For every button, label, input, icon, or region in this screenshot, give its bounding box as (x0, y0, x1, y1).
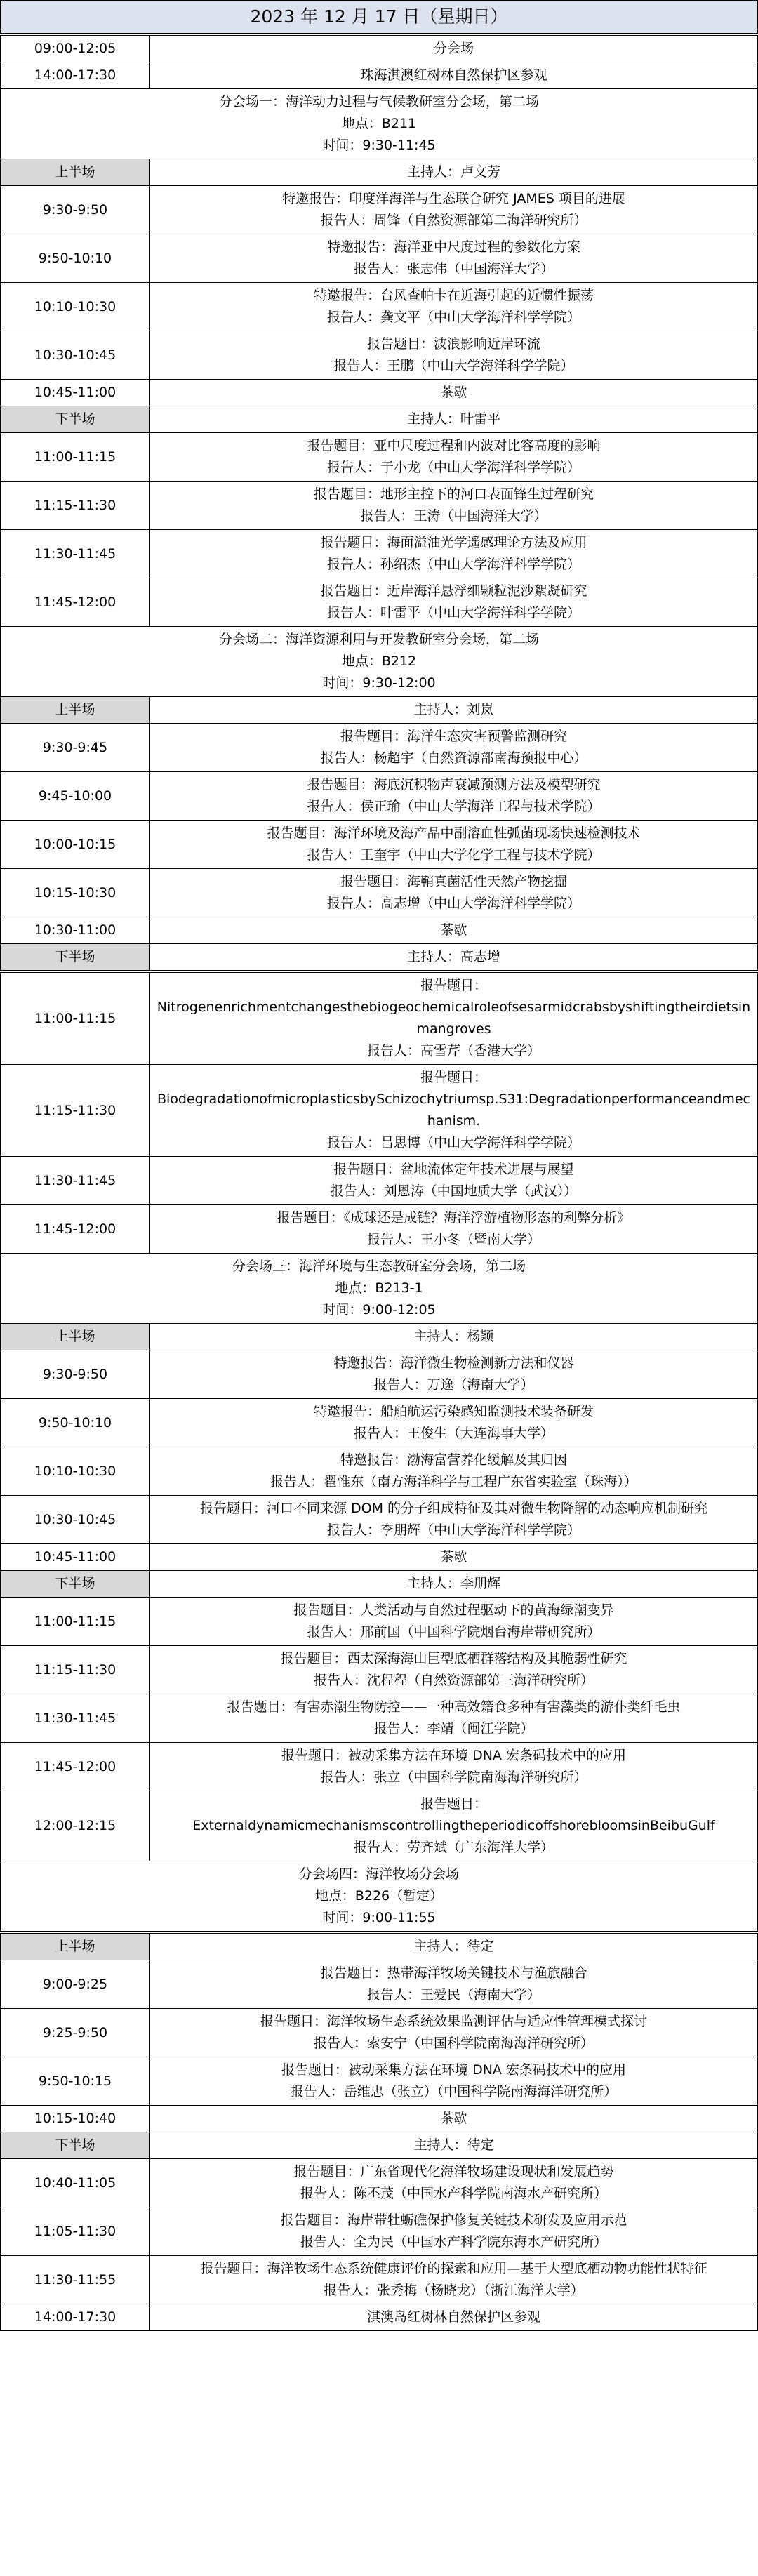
talk-cell (150, 772, 758, 821)
cell-line: 主持人：李朋辉 (406, 1576, 500, 1591)
time-cell: 10:45-11:00 (1, 380, 150, 406)
half-label: 上半场 (1, 159, 150, 186)
talk-cell (150, 530, 758, 578)
time-cell: 10:15-10:30 (1, 869, 150, 917)
half-label: 上半场 (1, 1324, 150, 1350)
cell-line: 报告人：王小冬（暨南大学） (366, 1232, 540, 1247)
time-cell: 11:15-11:30 (1, 1646, 150, 1694)
cell-line: 报告题目： (420, 1796, 487, 1812)
cell-line: 报告题目：海底沉积物声衰减预测方法及模型研究 (307, 777, 601, 792)
cell-line: 报告人：王奎宇（中山大学化学工程与技术学院） (307, 847, 601, 863)
section-row (1, 1861, 758, 1932)
talk-row (1, 1447, 758, 1496)
talk-row (1, 2159, 758, 2207)
event-cell (150, 62, 758, 89)
talk-row (1, 578, 758, 627)
cell-line: 时间：9:30-12:00 (322, 675, 436, 691)
talk-cell (150, 1743, 758, 1791)
time-cell: 11:30-11:55 (1, 2256, 150, 2304)
talk-cell (150, 1960, 758, 2009)
talk-row (1, 1496, 758, 1544)
talk-row (1, 821, 758, 869)
cell-line: 报告人：劳齐斌（广东海洋大学） (353, 1840, 554, 1855)
time-cell: 14:00-17:30 (1, 2304, 150, 2331)
time-cell: 9:50-10:10 (1, 234, 150, 283)
time-cell: 11:00-11:15 (1, 973, 150, 1065)
cell-line: 报告题目：地形主控下的河口表面锋生过程研究 (313, 486, 594, 502)
cell-line: 报告人：邢前国（中国科学院烟台海岸带研究所） (307, 1624, 601, 1640)
section-row (1, 1254, 758, 1324)
talk-row (1, 2057, 758, 2106)
cell-line: 报告题目： (420, 1070, 487, 1085)
talk-cell (150, 2207, 758, 2256)
half-row (1, 697, 758, 724)
cell-line: 报告人：全为民（中国水产科学院东海水产研究所） (300, 2234, 607, 2250)
cell-line: 分会场一：海洋动力过程与气候教研室分会场，第二场 (218, 94, 539, 109)
time-cell: 14:00-17:30 (1, 62, 150, 89)
section-header (1, 627, 758, 697)
talk-row (1, 234, 758, 283)
time-cell: 9:30-9:45 (1, 724, 150, 772)
cell-line: 报告题目：广东省现代化海洋牧场建设现状和发展趋势 (293, 2164, 614, 2179)
time-cell: 9:30-9:50 (1, 186, 150, 234)
cell-line: BiodegradationofmicroplasticsbySchizochytriumsp.S31:Degradationperformanceandmechanism. (157, 1091, 751, 1129)
cell-line: 特邀报告：海洋亚中尺度过程的参数化方案 (326, 239, 580, 255)
cell-line: 主持人：刘岚 (413, 702, 494, 717)
talk-cell (150, 1065, 758, 1157)
half-row (1, 2132, 758, 2159)
talk-row (1, 2009, 758, 2057)
section-row (1, 627, 758, 697)
cell-line: 报告人：李靖（闽江学院） (373, 1721, 534, 1737)
time-cell: 9:00-9:25 (1, 1960, 150, 2009)
time-cell: 10:30-10:45 (1, 331, 150, 380)
cell-line: 淇澳岛红树林自然保护区参观 (366, 2309, 540, 2325)
cell-line: 时间：9:30-11:45 (322, 138, 436, 153)
talk-cell (150, 1646, 758, 1694)
cell-line: 主持人：卢文芳 (406, 164, 500, 180)
cell-line: 报告题目：被动采集方法在环境 DNA 宏条码技术中的应用 (281, 2062, 626, 2078)
cell-line: 报告人：张立（中国科学院南海海洋研究所） (320, 1770, 587, 1785)
cell-line: 报告题目：海鞘真菌活性天然产物挖掘 (340, 874, 567, 889)
cell-line: 报告题目：海岸带牡蛎礁保护修复关键技术研发及应用示范 (280, 2212, 627, 2228)
time-cell: 11:30-11:45 (1, 1694, 150, 1743)
talk-cell (150, 1157, 758, 1205)
schedule-table (0, 972, 758, 1932)
cell-line: 报告题目：西太深海海山巨型底栖群落结构及其脆弱性研究 (280, 1651, 627, 1666)
time-cell: 11:45-12:00 (1, 578, 150, 627)
cell-line: 报告人：刘恩涛（中国地质大学（武汉）） (330, 1183, 578, 1199)
cell-line: ExternaldynamicmechanismscontrollingtheperiodicoffshorebloomsinBeibuGulf (192, 1818, 715, 1833)
half-row (1, 1571, 758, 1598)
talk-cell (150, 1350, 758, 1399)
talk-cell (150, 1205, 758, 1254)
cell-line: 报告题目：被动采集方法在环境 DNA 宏条码技术中的应用 (281, 1748, 626, 1763)
cell-line: 报告人：王爱民（海南大学） (366, 1987, 540, 2003)
half-label: 下半场 (1, 944, 150, 971)
talk-row (1, 186, 758, 234)
time-cell: 09:00-12:05 (1, 36, 150, 62)
cell-line: 报告题目：人类活动与自然过程驱动下的黄海绿潮变异 (293, 1602, 614, 1618)
cell-line: 报告题目：亚中尺度过程和内波对比容高度的影响 (307, 438, 601, 453)
half-row (1, 159, 758, 186)
time-cell: 9:45-10:00 (1, 772, 150, 821)
talk-row (1, 2256, 758, 2304)
cell-line: 主持人：待定 (413, 2137, 494, 2153)
talk-cell (150, 821, 758, 869)
cell-line: 地点：B213-1 (335, 1280, 423, 1296)
cell-line: 分会场 (433, 41, 474, 56)
cell-line: 时间：9:00-12:05 (322, 1302, 436, 1317)
cell-line: 报告人：吕思博（中山大学海洋科学学院） (326, 1135, 580, 1150)
cell-line: 报告人：李朋辉（中山大学海洋科学学院） (326, 1522, 580, 1538)
cell-line: Nitrogenenrichmentchangesthebiogeochemicalroleofsesarmidcrabsbyshiftingtheirdietsinmangroves (157, 1000, 751, 1037)
talk-row (1, 1350, 758, 1399)
talk-row (1, 1157, 758, 1205)
cell-line: 报告人：翟惟东（南方海洋科学与工程广东省实验室（珠海）） (270, 1474, 637, 1489)
host-cell (150, 159, 758, 186)
host-cell (150, 697, 758, 724)
talk-cell (150, 1447, 758, 1496)
time-cell: 9:50-10:10 (1, 1399, 150, 1447)
cell-line: 特邀报告：海洋微生物检测新方法和仪器 (333, 1355, 574, 1371)
talk-row (1, 283, 758, 331)
talk-row (1, 1399, 758, 1447)
event-cell (150, 380, 758, 406)
half-row (1, 1934, 758, 1960)
talk-cell (150, 331, 758, 380)
half-row (1, 944, 758, 971)
talk-row (1, 772, 758, 821)
time-cell: 11:30-11:45 (1, 530, 150, 578)
cell-line: 珠海淇澳红树林自然保护区参观 (360, 67, 547, 83)
talk-row (1, 1694, 758, 1743)
half-label: 下半场 (1, 406, 150, 433)
talk-cell (150, 1496, 758, 1544)
host-cell (150, 406, 758, 433)
cell-line: 报告题目：海洋牧场生态系统效果监测评估与适应性管理模式探讨 (260, 2014, 647, 2029)
cell-line: 报告人：于小龙（中山大学海洋科学学院） (326, 460, 580, 475)
plain-row (1, 1544, 758, 1571)
talk-cell (150, 433, 758, 482)
talk-row (1, 433, 758, 482)
talk-row (1, 2207, 758, 2256)
cell-line: 报告题目：海洋环境及海产品中副溶血性弧菌现场快速检测技术 (267, 825, 641, 841)
time-cell: 10:40-11:05 (1, 2159, 150, 2207)
cell-line: 报告人：王鹏（中山大学海洋科学学院） (333, 358, 574, 373)
talk-row (1, 1646, 758, 1694)
date-header-row (1, 1, 758, 34)
plain-row (1, 2106, 758, 2132)
event-cell (150, 1544, 758, 1571)
cell-line: 地点：B211 (341, 116, 417, 131)
cell-line: 主持人：待定 (413, 1939, 494, 1954)
talk-cell (150, 283, 758, 331)
cell-line: 特邀报告：台风查帕卡在近海引起的近惯性振荡 (313, 288, 594, 303)
talk-row (1, 1205, 758, 1254)
cell-line: 分会场四：海洋牧场分会场 (298, 1866, 459, 1882)
half-row (1, 406, 758, 433)
cell-line: 报告人：陈丕茂（中国水产科学院南海水产研究所） (300, 2186, 607, 2201)
talk-row (1, 482, 758, 530)
cell-line: 报告人：万逸（海南大学） (373, 1377, 534, 1393)
time-cell: 9:30-9:50 (1, 1350, 150, 1399)
cell-line: 地点：B212 (341, 653, 417, 669)
cell-line: 报告人：岳维忠（张立）（中国科学院南海海洋研究所） (290, 2084, 618, 2099)
talk-row (1, 869, 758, 917)
date-header: 2023 年 12 月 17 日（星期日） (1, 1, 758, 34)
event-cell (150, 36, 758, 62)
cell-line: 报告人：张志伟（中国海洋大学） (353, 261, 554, 277)
cell-line: 报告人：沈程程（自然资源部第三海洋研究所） (313, 1673, 594, 1688)
date-header-table (0, 0, 758, 34)
talk-cell (150, 234, 758, 283)
cell-line: 主持人：叶雷平 (406, 411, 500, 427)
cell-line: 主持人：杨颖 (413, 1329, 494, 1344)
talk-row (1, 1960, 758, 2009)
talk-row (1, 1598, 758, 1646)
event-cell (150, 917, 758, 944)
time-cell: 10:10-10:30 (1, 1447, 150, 1496)
talk-cell (150, 1399, 758, 1447)
time-cell: 11:00-11:15 (1, 1598, 150, 1646)
time-cell: 10:15-10:40 (1, 2106, 150, 2132)
cell-line: 报告人：高雪芹（香港大学） (366, 1043, 540, 1058)
time-cell: 12:00-12:15 (1, 1791, 150, 1861)
cell-line: 分会场二：海洋资源利用与开发教研室分会场，第二场 (218, 632, 539, 647)
half-label: 上半场 (1, 697, 150, 724)
time-cell: 11:45-12:00 (1, 1205, 150, 1254)
cell-line: 报告人：索安宁（中国科学院南海海洋研究所） (313, 2036, 594, 2051)
half-row (1, 1324, 758, 1350)
talk-cell (150, 1598, 758, 1646)
time-cell: 11:15-11:30 (1, 1065, 150, 1157)
cell-line: 报告题目：海洋生态灾害预警监测研究 (340, 729, 567, 744)
cell-line: 报告人：周锋（自然资源部第二海洋研究所） (320, 213, 587, 228)
talk-row (1, 1743, 758, 1791)
cell-line: 报告题目：海面溢油光学遥感理论方法及应用 (320, 535, 587, 550)
talk-row (1, 1065, 758, 1157)
talk-cell (150, 1694, 758, 1743)
cell-line: 报告题目：海洋牧场生态系统健康评价的探索和应用—基于大型底栖动物功能性状特征 (200, 2261, 707, 2276)
cell-line: 特邀报告：渤海富营养化缓解及其归因 (340, 1452, 567, 1468)
talk-cell (150, 869, 758, 917)
cell-line: 报告人：张秀梅（杨晓龙）（浙江海洋大学） (324, 2283, 584, 2298)
cell-line: 报告题目：《成球还是成链？海洋浮游植物形态的利弊分析》 (277, 1210, 631, 1226)
talk-cell (150, 724, 758, 772)
talk-cell (150, 2057, 758, 2106)
plain-row (1, 36, 758, 62)
talk-cell (150, 2159, 758, 2207)
cell-line: 茶歇 (440, 2111, 467, 2126)
talk-row (1, 530, 758, 578)
half-label: 下半场 (1, 1571, 150, 1598)
cell-line: 报告人：高志增（中山大学海洋科学学院） (326, 896, 580, 911)
event-cell (150, 2304, 758, 2331)
time-cell: 9:50-10:15 (1, 2057, 150, 2106)
time-cell: 10:45-11:00 (1, 1544, 150, 1571)
section-header (1, 89, 758, 159)
cell-line: 报告题目：近岸海洋悬浮细颗粒泥沙絮凝研究 (320, 583, 587, 599)
schedule-table (0, 35, 758, 971)
event-cell (150, 2106, 758, 2132)
talk-cell (150, 2256, 758, 2304)
section-row (1, 89, 758, 159)
host-cell (150, 1324, 758, 1350)
cell-line: 特邀报告：印度洋海洋与生态联合研究 JAMES 项目的进展 (282, 191, 625, 206)
time-cell: 10:10-10:30 (1, 283, 150, 331)
cell-line: 报告人：杨超宇（自然资源部南海预报中心） (320, 750, 587, 766)
talk-cell (150, 973, 758, 1065)
time-cell: 11:05-11:30 (1, 2207, 150, 2256)
cell-line: 报告人：龚文平（中山大学海洋科学学院） (326, 310, 580, 325)
host-cell (150, 944, 758, 971)
time-cell: 11:00-11:15 (1, 433, 150, 482)
talk-cell (150, 186, 758, 234)
half-label: 上半场 (1, 1934, 150, 1960)
talk-row (1, 1791, 758, 1861)
cell-line: 地点：B226（暂定） (314, 1888, 444, 1904)
host-cell (150, 1571, 758, 1598)
talk-row (1, 973, 758, 1065)
time-cell: 10:30-11:00 (1, 917, 150, 944)
host-cell (150, 2132, 758, 2159)
cell-line: 特邀报告：船舶航运污染感知监测技术装备研发 (313, 1404, 594, 1419)
talk-cell (150, 482, 758, 530)
cell-line: 报告题目：热带海洋牧场关键技术与渔旅融合 (320, 1965, 587, 1981)
talk-cell (150, 2009, 758, 2057)
cell-line: 茶歇 (440, 922, 467, 938)
plain-row (1, 62, 758, 89)
plain-row (1, 917, 758, 944)
cell-line: 报告题目：河口不同来源 DOM 的分子组成特征及其对微生物降解的动态响应机制研究 (199, 1501, 708, 1516)
cell-line: 分会场三：海洋环境与生态教研室分会场，第二场 (232, 1259, 526, 1274)
cell-line: 茶歇 (440, 1549, 467, 1565)
talk-row (1, 331, 758, 380)
talk-row (1, 724, 758, 772)
section-header (1, 1861, 758, 1932)
time-cell: 11:45-12:00 (1, 1743, 150, 1791)
cell-line: 主持人：高志增 (406, 949, 500, 964)
time-cell: 10:00-10:15 (1, 821, 150, 869)
time-cell: 9:25-9:50 (1, 2009, 150, 2057)
host-cell (150, 1934, 758, 1960)
half-label: 下半场 (1, 2132, 150, 2159)
section-header (1, 1254, 758, 1324)
cell-line: 时间：9:00-11:55 (322, 1910, 436, 1925)
talk-cell (150, 1791, 758, 1861)
cell-line: 报告人：孙绍杰（中山大学海洋科学学院） (326, 557, 580, 572)
time-cell: 11:15-11:30 (1, 482, 150, 530)
plain-row (1, 380, 758, 406)
cell-line: 报告人：叶雷平（中山大学海洋科学学院） (326, 605, 580, 620)
cell-line: 报告题目： (420, 978, 487, 993)
cell-line: 报告人：侯正瑜（中山大学海洋工程与技术学院） (307, 799, 601, 814)
plain-row (1, 2304, 758, 2331)
time-cell: 10:30-10:45 (1, 1496, 150, 1544)
cell-line: 报告题目：盆地流体定年技术进展与展望 (333, 1162, 574, 1177)
cell-line: 报告人：王涛（中国海洋大学） (360, 508, 547, 524)
cell-line: 茶歇 (440, 385, 467, 400)
cell-line: 报告题目：波浪影响近岸环流 (366, 336, 540, 352)
talk-cell (150, 578, 758, 627)
time-cell: 11:30-11:45 (1, 1157, 150, 1205)
cell-line: 报告题目：有害赤潮生物防控——一种高效籍食多种有害藻类的游仆类纤毛虫 (227, 1699, 681, 1715)
schedule-table (0, 1933, 758, 2331)
cell-line: 报告人：王俊生（大连海事大学） (353, 1426, 554, 1441)
